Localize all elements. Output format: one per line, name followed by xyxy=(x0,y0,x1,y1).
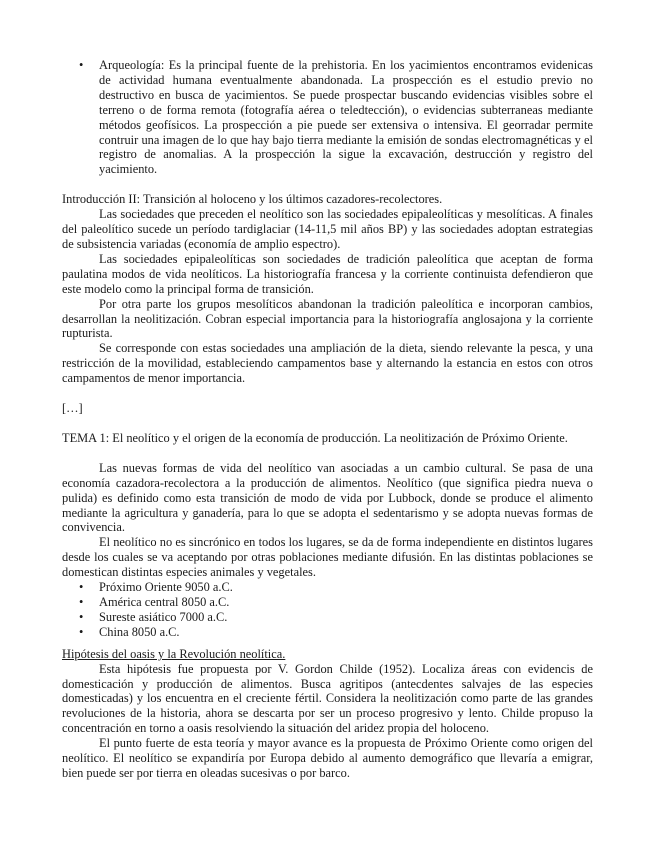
bullet-dot: • xyxy=(79,609,84,624)
bullet-dot: • xyxy=(79,595,84,609)
origins-bullet-list xyxy=(62,580,593,640)
oasis-paragraph-2: El punto fuerte de esta teoría y mayor avance es la propuesta de Próximo Oriente como origen del neolítico. El neolítico se expandiría por Europa debido al aumento demográfico que llevaría a emigrar, bien puede ser por tierra en oleadas sucesivas o por barco. xyxy=(62,736,593,780)
archaeology-bullet-text: Arqueología: Es la principal fuente de la prehistoria. En los yacimientos encontramos evidenicas de actividad humana eventualmente abandonada. La prospección es el estudio previo no destructivo en busca de yacimientos. Se puede prospectar buscando evidencias visibles sobre el terreno o de forma remota (fotografía aérea o teledtección), o evidencias subterraneas mediante métodos geofísicos. La prospección a pie puede ser extensiva o intensiva. El georradar permite contruir una imagen de lo que hay bajo tierra mediante la emisión de sondas electromagnéticas y el registro de anomalias. A la prospección la sigue la excavación, destrucción y registro del yacimiento. xyxy=(99,58,593,177)
origin-item-text: Sureste asiático 7000 a.C. xyxy=(99,609,228,624)
origin-item xyxy=(62,610,593,625)
origin-item-text: China 8050 a.C. xyxy=(99,624,180,639)
bullet-dot: • xyxy=(79,58,84,72)
bullet-dot: • xyxy=(79,624,84,639)
origin-item xyxy=(62,580,593,595)
tema1-heading: TEMA 1: El neolítico y el origen de la economía de producción. La neolitización de Próximo Oriente. xyxy=(62,430,568,445)
origin-item-text: Próximo Oriente 9050 a.C. xyxy=(99,580,233,595)
origin-item xyxy=(62,625,593,640)
origin-item-text: América central 8050 a.C. xyxy=(99,595,230,609)
intro2-paragraph-3: Por otra parte los grupos mesolíticos abandonan la tradición paleolítica e incorporan cambios, desarrollan la neolitización. Cobran especial importancia para la historiografía anglosajona y la corriente rupturista. xyxy=(62,296,593,341)
oasis-heading: Hipótesis del oasis y la Revolución neolítica. xyxy=(62,646,286,661)
tema1-paragraph-1: Las nuevas formas de vida del neolítico van asociadas a un cambio cultural. Se pasa de una economía cazadora-recolectora a la producción de alimentos. Neolítico (que significa piedra nueva o pulida) es definido como esta transición de modo de vida por Lubbock, donde se produce el alimento mediante la agricultura y ganadería, para lo que se adopta el sedentarismo y se adopta nuevas formas de convivencia. xyxy=(62,460,593,535)
archaeology-bullet xyxy=(62,58,593,177)
intro2-heading: Introducción II: Transición al holoceno y los últimos cazadores-recolectores. xyxy=(62,192,443,207)
origin-item xyxy=(62,595,593,610)
intro2-paragraph-2: Las sociedades epipaleolíticas son sociedades de tradición paleolítica que aceptan de forma paulatina modos de vida neolíticos. La historiografía francesa y la corriente continuista defendieron que este modelo como la principal forma de transición. xyxy=(62,251,593,296)
tema1-paragraph-2: El neolítico no es sincrónico en todos los lugares, se da de forma independiente en distintos lugares desde los cuales se va aceptando por otras poblaciones mediante difusión. En las distintas poblaciones se domestican distintas especies animales y vegetales. xyxy=(62,535,593,580)
ellipsis-marker: […] xyxy=(62,401,83,416)
archaeology-bullet-list xyxy=(62,58,593,177)
intro2-paragraph-1: Las sociedades que preceden el neolítico son las sociedades epipaleolíticas y mesolíticas. A finales del paleolítico sucede un período tardiglaciar (14-11,5 mil años BP) y las sociedades adoptan estrategias de subsistencia variadas (economía de amplio espectro). xyxy=(62,207,593,251)
intro2-paragraph-4: Se corresponde con estas sociedades una ampliación de la dieta, siendo relevante la pesca, y una restricción de la movilidad, estableciendo campamentos base y alternando la estancia en estos con otros campamentos de menor importancia. xyxy=(62,341,593,386)
oasis-paragraph-1: Esta hipótesis fue propuesta por V. Gordon Childe (1952). Localiza áreas con evidencis de domesticación y producción de alimentos. Busca agritipos (antecdentes salvajes de las especies domesticadas) y los encuentra en el creciente fértil. Considera la neolitización como parte de las grandes revoluciones de la historia, ahora se descarta por ser un proceso progresivo y lento. Childe propuso la concentración en torno a oasis resolviendo la situación del aridez propia del holoceno. xyxy=(62,661,593,736)
bullet-dot: • xyxy=(79,580,84,595)
